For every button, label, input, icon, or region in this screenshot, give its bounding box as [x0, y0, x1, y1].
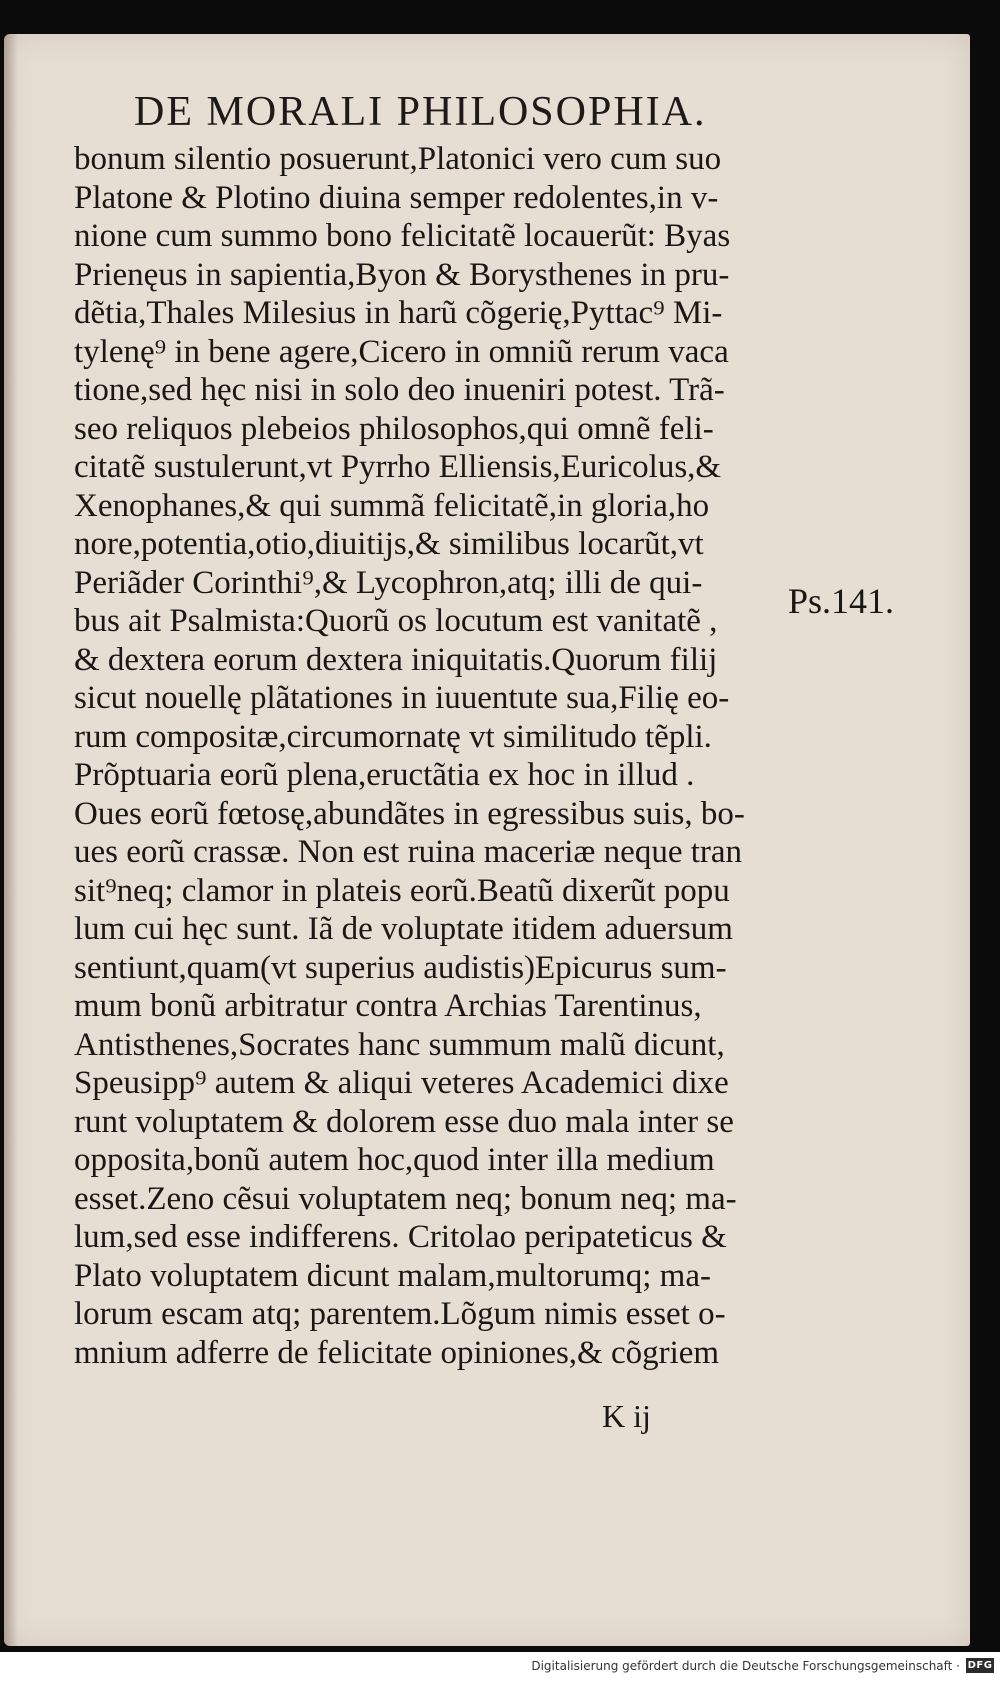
signature-mark: K ij — [602, 1398, 651, 1434]
marginal-reference: Ps.141. — [788, 581, 895, 621]
text-line: dẽtia,Thales Milesius in harũ cõgerię,Pyttac⁹ Mi- — [74, 295, 723, 331]
text-line: sentiunt,quam(vt superius audistis)Epicurus sum- — [74, 949, 727, 986]
body-text — [74, 140, 794, 1372]
text-line: Speusipp⁹ autem & aliqui veteres Academici dixe — [74, 1065, 729, 1101]
text-line: Oues eorũ fœtosę,abundãtes in egressibus suis, bo- — [74, 795, 745, 832]
text-line: rum compositæ,circumornatę vt similitudo tẽpli. — [74, 718, 712, 755]
gutter-shadow — [4, 34, 18, 1646]
text-line: mnium adferre de felicitate opiniones,& cõgriem — [74, 1334, 720, 1371]
text-line: nore,potentia,otio,diuitijs,& similibus locarũt,vt — [74, 526, 704, 562]
text-line: mum bonũ arbitratur contra Archias Tarentinus, — [74, 988, 702, 1024]
funding-credit: Digitalisierung gefördert durch die Deutsche Forschungsgemeinschaft · — [531, 1659, 960, 1673]
text-line: lum,sed esse indifferens. Critolao peripateticus & — [74, 1219, 727, 1255]
text-line: seo reliquos plebeios philosophos,qui omnẽ feli- — [74, 410, 714, 447]
text-line: Plato voluptatem dicunt malam,multorumq; ma- — [74, 1257, 711, 1294]
text-line: lorum escam atq; parentem.Lõgum nimis esset o- — [74, 1296, 726, 1332]
text-line: sicut nouellę plãtationes in iuuentute sua,Filię eo- — [74, 680, 730, 716]
text-line: sit⁹neq; clamor in plateis eorũ.Beatũ dixerũt popu — [74, 872, 730, 909]
text-line: bonum silentio posuerunt,Platonici vero cum suo — [74, 141, 722, 177]
text-line: tylenę⁹ in bene agere,Cicero in omniũ rerum vaca — [74, 333, 729, 370]
text-line: ues eorũ crassæ. Non est ruina maceriæ neque tran — [74, 834, 743, 870]
text-line: Prienęus in sapientia,Byon & Borysthenes in pru- — [74, 256, 730, 293]
text-line: Periãder Corinthi⁹,& Lycophron,atq; illi de qui- — [74, 564, 703, 601]
text-line: opposita,bonũ autem hoc,quod inter illa medium — [74, 1142, 715, 1178]
text-line: esset.Zeno cẽsui voluptatem neq; bonum neq; ma- — [74, 1180, 737, 1217]
text-line: Antisthenes,Socrates hanc summum malũ dicunt, — [74, 1026, 725, 1063]
text-line: runt voluptatem & dolorem esse duo mala inter se — [74, 1103, 734, 1140]
text-line: Xenophanes,& qui summã felicitatẽ,in gloria,ho — [74, 487, 710, 524]
text-line: tione,sed hęc nisi in solo deo inueniri potest. Trã- — [74, 372, 725, 408]
text-line: bus ait Psalmista:Quorũ os locutum est vanitatẽ , — [74, 603, 718, 639]
text-line: nione cum summo bono felicitatẽ locauerũt: Byas — [74, 218, 731, 254]
footer-bar — [0, 1652, 1000, 1681]
text-line: lum cui hęc sunt. Iã de voluptate itidem aduersum — [74, 911, 733, 947]
text-line: & dextera eorum dextera iniquitatis.Quorum filij — [74, 641, 718, 678]
running-head: DE MORALI PHILOSOPHIA. — [134, 89, 707, 135]
text-line: citatẽ sustulerunt,vt Pyrrho Elliensis,Euricolus,& — [74, 449, 722, 485]
text-line: Platone & Plotino diuina semper redolentes,in v- — [74, 179, 719, 216]
text-line: Prõptuaria eorũ plena,eructãtia ex hoc in illud . — [74, 757, 695, 793]
dfg-logo: DFG — [967, 1660, 993, 1671]
